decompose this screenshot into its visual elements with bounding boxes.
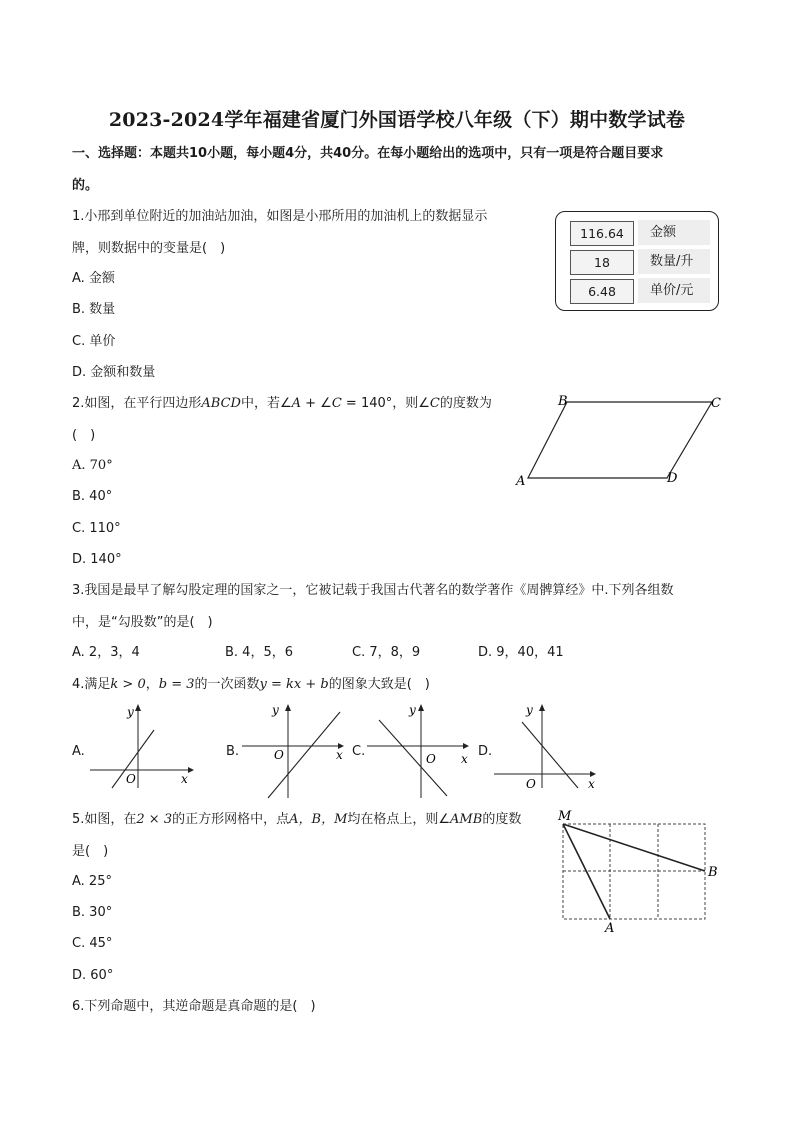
function-line bbox=[379, 720, 447, 796]
origin-label: O bbox=[274, 748, 284, 762]
parallelogram-figure bbox=[510, 390, 730, 490]
q1-option-c: C. 单价 bbox=[72, 334, 116, 349]
parallelogram-abcd bbox=[528, 402, 712, 478]
q3-option-d: D. 9，40，41 bbox=[478, 645, 564, 660]
q5-option-a: A. 25° bbox=[72, 874, 112, 889]
y-label: y bbox=[127, 705, 134, 719]
q4-graph-a bbox=[88, 702, 198, 790]
grid-figure bbox=[550, 806, 730, 936]
q2-stem: 2.如图，在平行四边形ABCD中，若∠A + ∠C = 140°，则∠C的度数为 bbox=[72, 396, 492, 411]
y-axis-arrow bbox=[418, 704, 424, 711]
y-label: y bbox=[409, 703, 416, 717]
q2-option-a: A. 70° bbox=[72, 458, 113, 473]
x-label: x bbox=[181, 772, 188, 786]
q3-option-b: B. 4，5，6 bbox=[225, 645, 293, 660]
vertex-label-c: C bbox=[711, 396, 721, 411]
q5-option-c: C. 45° bbox=[72, 936, 113, 951]
x-label: x bbox=[588, 777, 595, 790]
q1-option-b: B. 数量 bbox=[72, 302, 116, 317]
q4-option-c-label: C. bbox=[352, 744, 366, 759]
q6-stem: 6.下列命题中，其逆命题是真命题的是( ) bbox=[72, 999, 316, 1014]
q3-stem-cont: 中，是“勾股数”的是( ) bbox=[72, 615, 213, 630]
q5-stem: 5.如图，在2 × 3的正方形网格中，点A，B，M均在格点上，则∠AMB的度数 bbox=[72, 812, 522, 827]
point-label-a: A bbox=[605, 921, 615, 936]
q5-stem-cont: 是( ) bbox=[72, 844, 109, 859]
point-label-b: B bbox=[708, 865, 718, 880]
section-header-cont: 的。 bbox=[72, 178, 99, 193]
pump-volume-value: 18 bbox=[570, 250, 634, 275]
q3-stem: 3.我国是最早了解勾股定理的国家之一，它被记载于我国古代著名的数学著作《周髀算经》中.下列各组数 bbox=[72, 583, 674, 598]
q3-option-a: A. 2，3，4 bbox=[72, 645, 140, 660]
q4-option-d-label: D. bbox=[478, 744, 493, 759]
q5-option-b: B. 30° bbox=[72, 905, 113, 920]
q4-option-b-label: B. bbox=[226, 744, 240, 759]
y-label: y bbox=[526, 703, 533, 717]
origin-label: O bbox=[126, 772, 136, 786]
q1-stem-cont: 牌，则数据中的变量是( ) bbox=[72, 241, 226, 256]
pump-amount-value: 116.64 bbox=[570, 221, 634, 246]
pump-price-value: 6.48 bbox=[570, 279, 634, 304]
vertex-label-b: B bbox=[558, 394, 568, 409]
x-label: x bbox=[461, 752, 468, 766]
vertex-label-a: A bbox=[516, 474, 526, 489]
origin-label: O bbox=[426, 752, 436, 766]
q4-option-a-label: A. bbox=[72, 744, 85, 759]
q2-stem-cont: ( ) bbox=[72, 428, 96, 443]
pump-amount-label: 金额 bbox=[638, 220, 710, 245]
x-label: x bbox=[336, 748, 343, 762]
pump-price-label: 单价/元 bbox=[638, 278, 710, 303]
vertex-label-d: D bbox=[667, 471, 678, 486]
q1-option-d: D. 金额和数量 bbox=[72, 365, 156, 380]
y-label: y bbox=[272, 703, 279, 717]
q5-option-d: D. 60° bbox=[72, 968, 114, 983]
q4-stem: 4.满足k > 0，b = 3的一次函数y = kx + b的图象大致是( ) bbox=[72, 677, 430, 692]
q1-option-a: A. 金额 bbox=[72, 271, 115, 286]
q2-option-b: B. 40° bbox=[72, 489, 113, 504]
pump-volume-label: 数量/升 bbox=[638, 249, 710, 274]
x-axis-arrow bbox=[188, 767, 194, 773]
y-axis-arrow bbox=[135, 704, 141, 711]
q1-stem: 1.小邢到单位附近的加油站加油，如图是小邢所用的加油机上的数据显示 bbox=[72, 209, 488, 224]
q4-graph-d bbox=[492, 700, 602, 790]
q2-option-c: C. 110° bbox=[72, 521, 121, 536]
section-header: 一、选择题：本题共10小题，每小题4分，共40分。在每小题给出的选项中，只有一项是符合题目要求 bbox=[72, 146, 664, 161]
square-grid bbox=[563, 824, 705, 919]
segment-mb bbox=[563, 824, 705, 871]
origin-label: O bbox=[526, 777, 536, 790]
paper-title: 2023-2024学年福建省厦门外国语学校八年级（下）期中数学试卷 bbox=[108, 109, 686, 131]
q3-option-c: C. 7，8，9 bbox=[352, 645, 421, 660]
q2-option-d: D. 140° bbox=[72, 552, 122, 567]
y-axis-arrow bbox=[285, 704, 291, 711]
q4-graph-b bbox=[240, 700, 352, 800]
fuel-pump-display bbox=[555, 211, 719, 311]
q4-graph-c bbox=[365, 700, 477, 800]
y-axis-arrow bbox=[539, 704, 545, 711]
x-axis-arrow bbox=[463, 743, 469, 749]
point-label-m: M bbox=[558, 809, 572, 824]
